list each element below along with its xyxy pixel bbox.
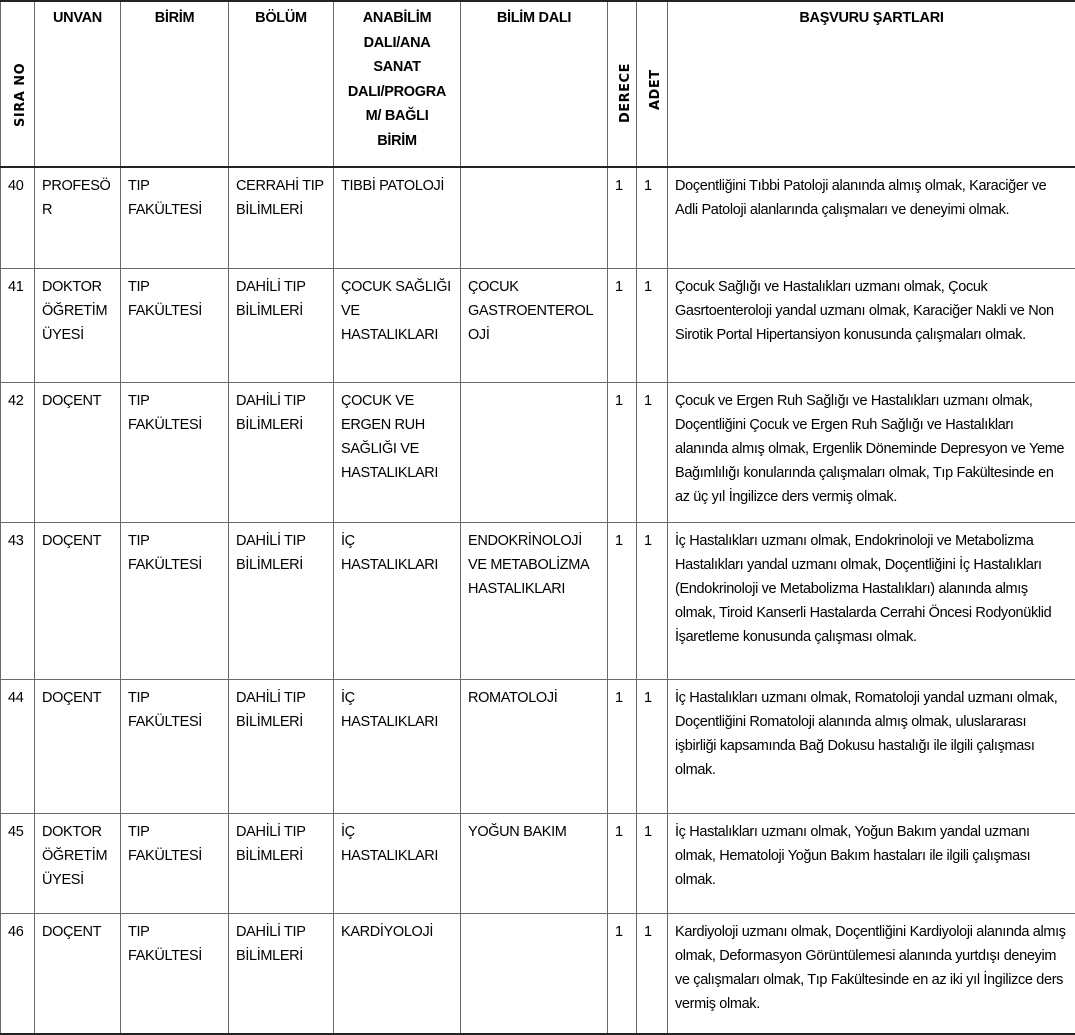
cell-text-bolum: DAHİLİ TIP BİLİMLERİ (236, 529, 326, 577)
cell-basvuru-sartlari (668, 913, 1075, 1034)
table-row (1, 382, 1075, 522)
cell-text-derece: 1 (615, 529, 629, 553)
cell-basvuru-sartlari (668, 268, 1075, 382)
cell-basvuru-sartlari (668, 167, 1075, 268)
cell-sira-no (1, 382, 35, 522)
cell-basvuru-sartlari (668, 679, 1075, 813)
cell-text-derece: 1 (615, 920, 629, 944)
cell-unvan (35, 522, 121, 679)
cell-text-anabilim-dali: İÇ HASTALIKLARI (341, 529, 453, 577)
cell-text-sira-no: 40 (8, 174, 27, 198)
cell-text-unvan: DOKTOR ÖĞRETİM ÜYESİ (42, 820, 113, 892)
cell-text-derece: 1 (615, 686, 629, 710)
cell-bolum (229, 268, 334, 382)
cell-derece (608, 522, 637, 679)
cell-anabilim-dali (334, 382, 461, 522)
header-unvan: UNVAN (35, 1, 121, 167)
cell-text-unvan: DOÇENT (42, 920, 113, 944)
cell-text-adet: 1 (644, 389, 660, 413)
cell-text-birim: TIP FAKÜLTESİ (128, 389, 221, 437)
cell-adet (637, 167, 668, 268)
cell-text-anabilim-dali: İÇ HASTALIKLARI (341, 820, 453, 868)
cell-text-anabilim-dali: TIBBİ PATOLOJİ (341, 174, 453, 198)
cell-adet (637, 382, 668, 522)
cell-text-adet: 1 (644, 920, 660, 944)
cell-text-sira-no: 45 (8, 820, 27, 844)
cell-text-adet: 1 (644, 820, 660, 844)
cell-derece (608, 268, 637, 382)
header-bilim-dali: BİLİM DALI (461, 1, 608, 167)
cell-text-bolum: CERRAHİ TIP BİLİMLERİ (236, 174, 326, 222)
cell-text-derece: 1 (615, 275, 629, 299)
cell-text-basvuru-sartlari: Çocuk ve Ergen Ruh Sağlığı ve Hastalıkları uzmanı olmak, Doçentliğini Çocuk ve Ergen Ruh Sağlığı ve Hastalıkları alanında almış olmak, Ergenlik Döneminde Depresyon ve Yeme Bağımlılığı konularında çalışmaları olmak, Tıp Fakültesinde en az üç yıl İngilizce ders vermiş olmak. (675, 389, 1068, 509)
cell-bolum (229, 522, 334, 679)
cell-anabilim-dali (334, 167, 461, 268)
cell-unvan (35, 167, 121, 268)
cell-bilim-dali (461, 167, 608, 268)
cell-text-bilim-dali: ROMATOLOJİ (468, 686, 600, 710)
cell-bilim-dali (461, 268, 608, 382)
cell-text-bolum: DAHİLİ TIP BİLİMLERİ (236, 686, 326, 734)
header-derece-label: DERECE (614, 63, 637, 123)
header-adet-label: ADET (644, 69, 668, 110)
cell-text-adet: 1 (644, 275, 660, 299)
cell-derece (608, 813, 637, 913)
header-row (1, 1, 1075, 167)
cell-text-birim: TIP FAKÜLTESİ (128, 920, 221, 968)
cell-basvuru-sartlari (668, 813, 1075, 913)
cell-bolum (229, 813, 334, 913)
header-anabilim-dali: ANABİLİM DALI/ANA SANAT DALI/PROGRA M/ BAĞLI BİRİM (334, 1, 461, 167)
cell-birim (121, 679, 229, 813)
cell-text-birim: TIP FAKÜLTESİ (128, 275, 221, 323)
cell-birim (121, 382, 229, 522)
cell-text-basvuru-sartlari: Çocuk Sağlığı ve Hastalıkları uzmanı olmak, Çocuk Gasrtoenteroloji yandal uzmanı olmak, Karaciğer Nakli ve Non Sirotik Portal Hipertansiyon konusunda çalışmaları olmak. (675, 275, 1068, 347)
cell-sira-no (1, 679, 35, 813)
cell-text-birim: TIP FAKÜLTESİ (128, 686, 221, 734)
cell-bolum (229, 679, 334, 813)
cell-basvuru-sartlari (668, 382, 1075, 522)
cell-text-derece: 1 (615, 174, 629, 198)
cell-text-bilim-dali: ÇOCUK GASTROENTEROLOJİ (468, 275, 600, 347)
cell-text-bolum: DAHİLİ TIP BİLİMLERİ (236, 920, 326, 968)
cell-text-sira-no: 43 (8, 529, 27, 553)
cell-text-adet: 1 (644, 529, 660, 553)
cell-text-anabilim-dali: ÇOCUK SAĞLIĞI VE HASTALIKLARI (341, 275, 453, 347)
cell-text-derece: 1 (615, 820, 629, 844)
cell-text-unvan: PROFESÖR (42, 174, 113, 222)
cell-anabilim-dali (334, 913, 461, 1034)
cell-text-sira-no: 46 (8, 920, 27, 944)
cell-text-unvan: DOÇENT (42, 389, 113, 413)
cell-bilim-dali (461, 522, 608, 679)
cell-unvan (35, 268, 121, 382)
cell-anabilim-dali (334, 268, 461, 382)
table-row (1, 167, 1075, 268)
cell-text-anabilim-dali: KARDİYOLOJİ (341, 920, 453, 944)
cell-adet (637, 679, 668, 813)
cell-text-adet: 1 (644, 174, 660, 198)
cell-unvan (35, 679, 121, 813)
cell-unvan (35, 382, 121, 522)
header-basvuru-sartlari: BAŞVURU ŞARTLARI (668, 1, 1075, 167)
cell-derece (608, 913, 637, 1034)
cell-text-adet: 1 (644, 686, 660, 710)
cell-bolum (229, 913, 334, 1034)
table-row (1, 813, 1075, 913)
cell-sira-no (1, 167, 35, 268)
cell-text-anabilim-dali: İÇ HASTALIKLARI (341, 686, 453, 734)
cell-text-basvuru-sartlari: İç Hastalıkları uzmanı olmak, Endokrinoloji ve Metabolizma Hastalıkları yandal uzmanı olmak, Doçentliğini İç Hastalıkları (Endokrinoloji ve Metabolizma Hastalıkları) alanında almış olmak, Tiroid Kanserli Hastalarda Cerrahi Öncesi Rodyonüklid İşaretleme konusunda çalışması olmak. (675, 529, 1068, 649)
cell-text-bilim-dali: YOĞUN BAKIM (468, 820, 600, 844)
cell-text-sira-no: 44 (8, 686, 27, 710)
table-row (1, 522, 1075, 679)
cell-unvan (35, 913, 121, 1034)
cell-basvuru-sartlari (668, 522, 1075, 679)
cell-text-birim: TIP FAKÜLTESİ (128, 820, 221, 868)
header-sira-no-label: SIRA NO (9, 63, 34, 127)
cell-birim (121, 913, 229, 1034)
cell-anabilim-dali (334, 679, 461, 813)
header-sira-no (1, 1, 35, 167)
cell-text-basvuru-sartlari: İç Hastalıkları uzmanı olmak, Yoğun Bakım yandal uzmanı olmak, Hematoloji Yoğun Bakım hastaları ile ilgili çalışması olmak. (675, 820, 1068, 892)
cell-text-bolum: DAHİLİ TIP BİLİMLERİ (236, 820, 326, 868)
cell-text-unvan: DOÇENT (42, 529, 113, 553)
cell-birim (121, 522, 229, 679)
header-derece (608, 1, 637, 167)
table-row (1, 268, 1075, 382)
cell-text-basvuru-sartlari: Kardiyoloji uzmanı olmak, Doçentliğini Kardiyoloji alanında almış olmak, Deformasyon Görüntülemesi alanında yurtdışı deneyim ve çalışmaları olmak, Tıp Fakültesinde en az iki yıl İngilizce ders vermiş olmak. (675, 920, 1068, 1016)
cell-text-bolum: DAHİLİ TIP BİLİMLERİ (236, 389, 326, 437)
cell-text-anabilim-dali: ÇOCUK VE ERGEN RUH SAĞLIĞI VE HASTALIKLARI (341, 389, 453, 485)
cell-bilim-dali (461, 382, 608, 522)
cell-unvan (35, 813, 121, 913)
cell-text-sira-no: 41 (8, 275, 27, 299)
cell-text-bilim-dali: ENDOKRİNOLOJİ VE METABOLİZMA HASTALIKLARI (468, 529, 600, 601)
cell-sira-no (1, 813, 35, 913)
cell-text-birim: TIP FAKÜLTESİ (128, 529, 221, 577)
cell-text-sira-no: 42 (8, 389, 27, 413)
cell-anabilim-dali (334, 522, 461, 679)
cell-birim (121, 813, 229, 913)
cell-sira-no (1, 522, 35, 679)
cell-bilim-dali (461, 913, 608, 1034)
cell-sira-no (1, 268, 35, 382)
cell-derece (608, 167, 637, 268)
table-row (1, 913, 1075, 1034)
cell-adet (637, 522, 668, 679)
cell-bolum (229, 382, 334, 522)
cell-text-birim: TIP FAKÜLTESİ (128, 174, 221, 222)
header-bolum: BÖLÜM (229, 1, 334, 167)
cell-adet (637, 913, 668, 1034)
cell-sira-no (1, 913, 35, 1034)
header-birim: BİRİM (121, 1, 229, 167)
cell-adet (637, 813, 668, 913)
table-row (1, 679, 1075, 813)
cell-bilim-dali (461, 679, 608, 813)
cell-text-basvuru-sartlari: İç Hastalıkları uzmanı olmak, Romatoloji yandal uzmanı olmak, Doçentliğini Romatoloji alanında almış olmak, uluslararası işbirliği kapsamında Bağ Dokusu hastalığı ile ilgili çalışması olmak. (675, 686, 1068, 782)
cell-bolum (229, 167, 334, 268)
cell-birim (121, 268, 229, 382)
cell-derece (608, 382, 637, 522)
cell-text-derece: 1 (615, 389, 629, 413)
cell-birim (121, 167, 229, 268)
header-adet (637, 1, 668, 167)
cell-text-bolum: DAHİLİ TIP BİLİMLERİ (236, 275, 326, 323)
cell-text-unvan: DOKTOR ÖĞRETİM ÜYESİ (42, 275, 113, 347)
cell-text-unvan: DOÇENT (42, 686, 113, 710)
cell-bilim-dali (461, 813, 608, 913)
cell-derece (608, 679, 637, 813)
cell-adet (637, 268, 668, 382)
cell-anabilim-dali (334, 813, 461, 913)
cell-text-basvuru-sartlari: Doçentliğini Tıbbi Patoloji alanında almış olmak, Karaciğer ve Adli Patoloji alanlarında çalışmaları ve deneyimi olmak. (675, 174, 1068, 222)
